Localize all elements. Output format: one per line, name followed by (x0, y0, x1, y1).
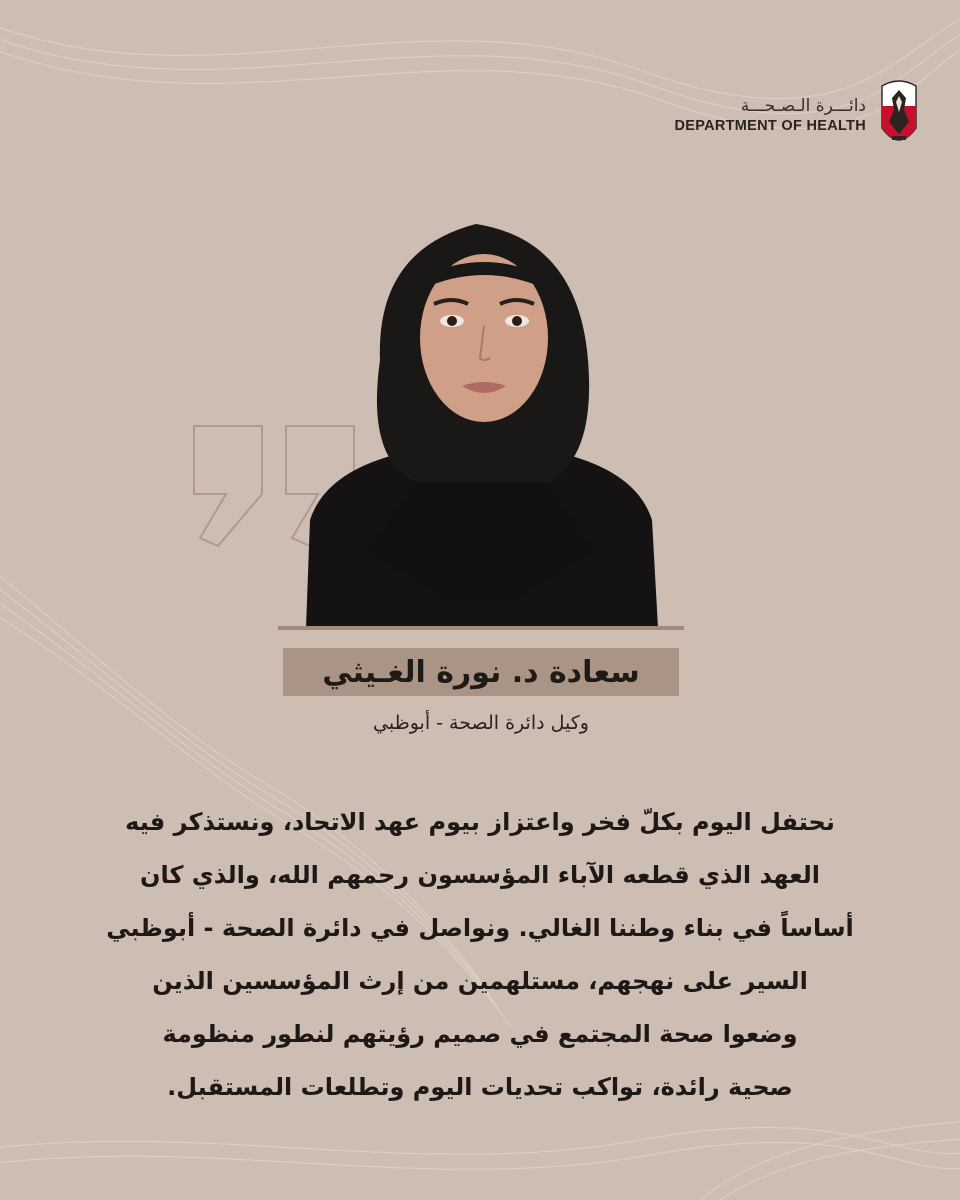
statement-text (70, 796, 890, 1114)
abu-dhabi-emblem-icon (878, 76, 920, 154)
statement-line: أساساً في بناء وطننا الغالي. ونواصل في دائرة الصحة - أبوظبي (106, 914, 854, 942)
statement-line: وضعوا صحة المجتمع في صميم رؤيتهم لنطور منظومة (162, 1020, 798, 1048)
statement-line: السير على نهجهم، مستلهمين من إرث المؤسسين الذين (152, 967, 808, 995)
logo-name-arabic: دائـــرة الـصـحـــة (740, 96, 866, 116)
speaker-title: وكيل دائرة الصحة - أبوظبي (373, 712, 589, 734)
statement-line: صحية رائدة، تواكب تحديات اليوم وتطلعات المستقبل. (167, 1073, 793, 1101)
statement-line: نحتفل اليوم بكلّ فخر واعتزاز بيوم عهد الاتحاد، ونستذكر فيه (125, 808, 835, 836)
portrait-photo (296, 220, 666, 628)
logo-name-english: DEPARTMENT OF HEALTH (674, 118, 866, 134)
department-logo (674, 76, 920, 154)
statement-line: العهد الذي قطعه الآباء المؤسسون رحمهم الله، والذي كان (140, 861, 820, 889)
logo-text (674, 95, 866, 135)
portrait-underline (278, 626, 684, 630)
speaker-name: سعادة د. نورة الغـيثي (322, 654, 640, 690)
speaker-name-box (283, 648, 679, 696)
